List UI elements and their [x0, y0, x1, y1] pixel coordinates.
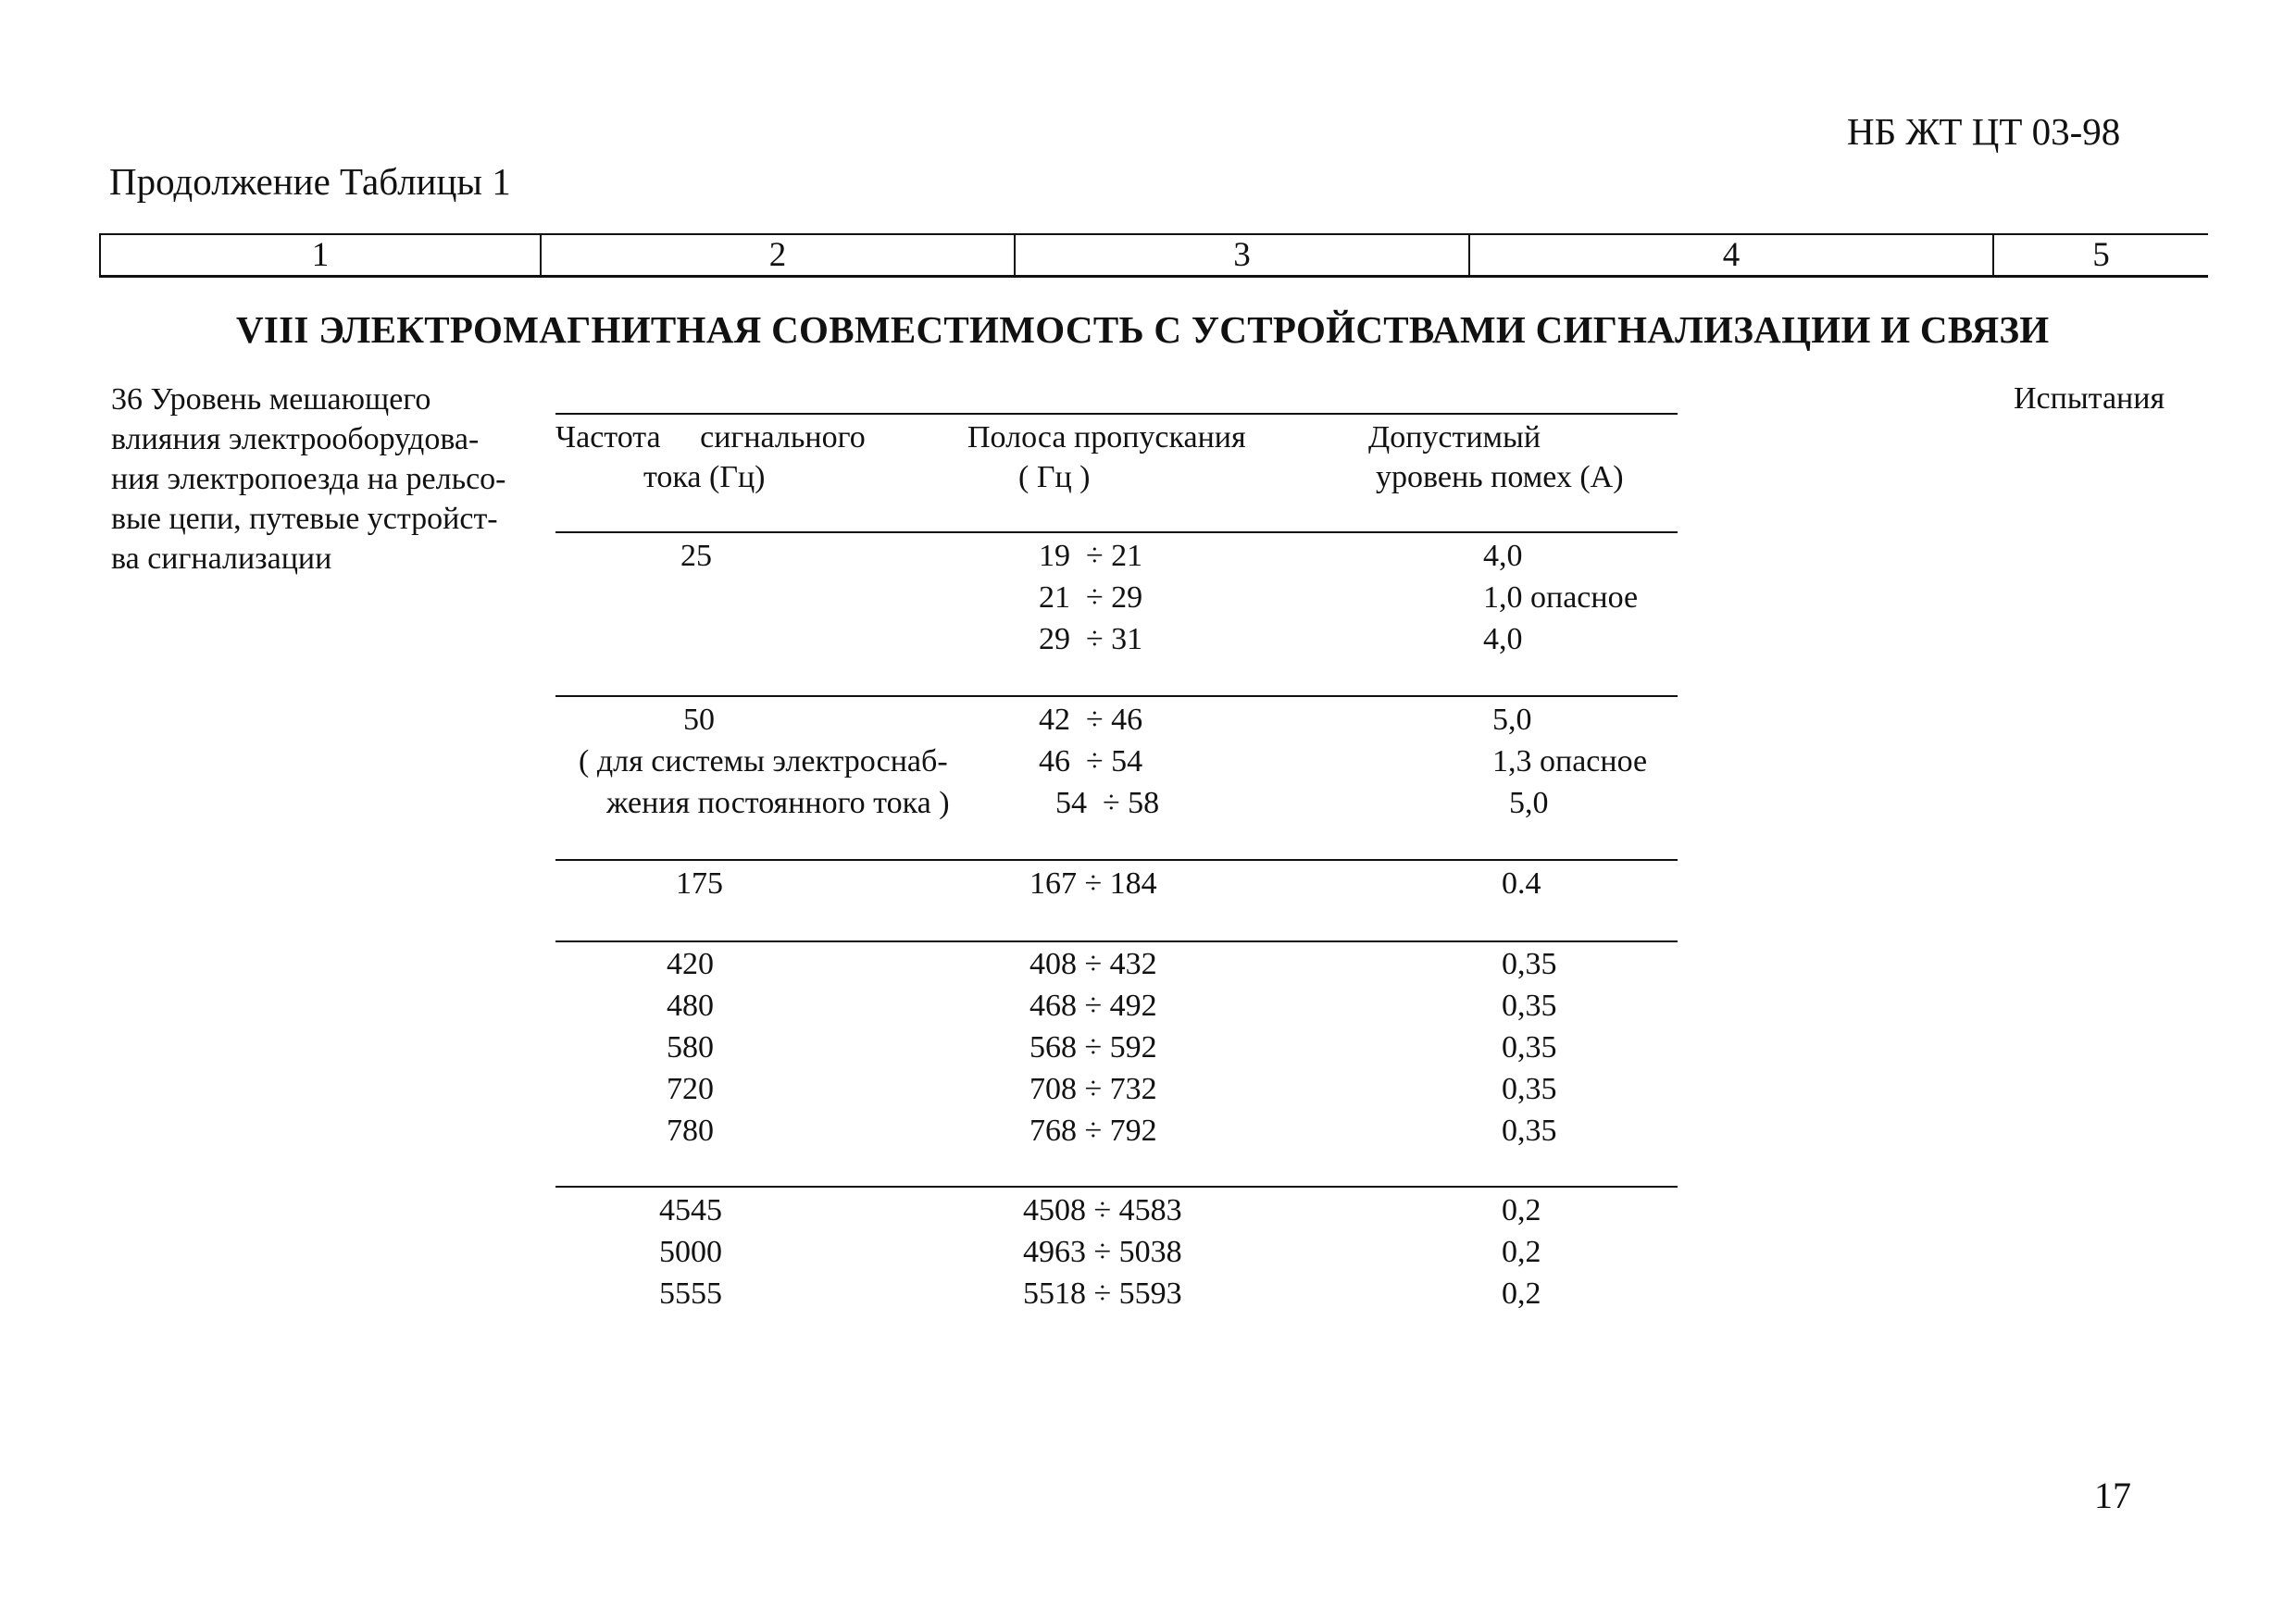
column-number-cell: 1: [101, 235, 542, 275]
frequency-value: 5000: [659, 1235, 722, 1269]
passband-value: 768 ÷ 792: [1029, 1114, 1157, 1148]
parameter-line: ва сигнализации: [111, 542, 332, 576]
level-value: 1,0 опасное: [1483, 580, 1639, 615]
column-number-cell: 5: [2092, 236, 2110, 274]
test-method: Испытания: [2014, 381, 2165, 416]
passband-value: 4508 ÷ 4583: [1023, 1193, 1182, 1227]
level-value: 1,3 опасное: [1492, 744, 1648, 778]
header-passband-line2: ( Гц ): [1018, 460, 1091, 494]
parameter-line: влияния электрооборудова-: [111, 422, 480, 456]
column-number-row: [99, 233, 2208, 278]
passband-value: 42 ÷ 46: [1039, 703, 1143, 737]
passband-value: 4963 ÷ 5038: [1023, 1235, 1182, 1269]
level-value: 5,0: [1509, 786, 1549, 820]
passband-value: 708 ÷ 732: [1029, 1072, 1157, 1106]
header-passband-line1: Полоса пропускания: [967, 420, 1246, 455]
passband-value: 54 ÷ 58: [1055, 786, 1160, 820]
table-continuation-label: Продолжение Таблицы 1: [109, 160, 511, 203]
frequency-value: 25: [680, 539, 712, 573]
level-value: 4,0: [1483, 622, 1523, 656]
column-number-cell: 4: [1470, 235, 1994, 275]
frequency-value: 50: [683, 703, 715, 737]
header-frequency-line1: Частота сигнального: [555, 420, 866, 455]
parameter-line: вые цепи, путевые устройст-: [111, 502, 498, 536]
header-level-line2: уровень помех (А): [1376, 460, 1624, 494]
header-frequency: [555, 417, 866, 497]
inner-table-header-rule: [555, 531, 1678, 533]
level-value: 0,35: [1502, 1114, 1557, 1148]
frequency-value: 720: [667, 1072, 714, 1106]
passband-value: 468 ÷ 492: [1029, 989, 1157, 1023]
header-passband: [967, 417, 1246, 497]
level-value: 0,35: [1502, 1030, 1557, 1065]
passband-value: 167 ÷ 184: [1029, 866, 1157, 901]
level-value: 5,0: [1492, 703, 1532, 737]
page-number: 17: [2094, 1475, 2131, 1516]
frequency-value: 5555: [659, 1277, 722, 1311]
level-value: 0,2: [1502, 1277, 1541, 1311]
level-value: 0.4: [1502, 866, 1541, 901]
frequency-value: 480: [667, 989, 714, 1023]
group-separator: [555, 1186, 1678, 1188]
section-heading: VIII ЭЛЕКТРОМАГНИТНАЯ СОВМЕСТИМОСТЬ С УСТРОЙСТВАМИ СИГНАЛИЗАЦИИ И СВЯЗИ: [236, 308, 2050, 351]
passband-value: 46 ÷ 54: [1039, 744, 1143, 778]
header-frequency-line2: тока (Гц): [643, 460, 766, 494]
level-value: 0,2: [1502, 1235, 1541, 1269]
header-level: [1368, 417, 1624, 497]
inner-table-top-rule: [555, 413, 1678, 415]
parameter-line: ния электропоезда на рельсо-: [111, 462, 506, 496]
frequency-value: 175: [676, 866, 723, 901]
frequency-value: 780: [667, 1114, 714, 1148]
passband-value: 408 ÷ 432: [1029, 947, 1157, 981]
frequency-note: жения постоянного тока ): [606, 786, 950, 820]
passband-value: 5518 ÷ 5593: [1023, 1277, 1182, 1311]
frequency-note: ( для системы электроснаб-: [579, 744, 948, 778]
frequency-value: 4545: [659, 1193, 722, 1227]
level-value: 0,35: [1502, 1072, 1557, 1106]
passband-value: 29 ÷ 31: [1039, 622, 1143, 656]
group-separator: [555, 940, 1678, 942]
group-separator: [555, 859, 1678, 861]
level-value: 0,2: [1502, 1193, 1541, 1227]
parameter-line: 36 Уровень мешающего: [111, 382, 431, 417]
column-number-cell: 2: [542, 235, 1016, 275]
level-value: 0,35: [1502, 947, 1557, 981]
level-value: 0,35: [1502, 989, 1557, 1023]
level-value: 4,0: [1483, 539, 1523, 573]
frequency-value: 420: [667, 947, 714, 981]
passband-value: 21 ÷ 29: [1039, 580, 1143, 615]
document-code: НБ ЖТ ЦТ 03-98: [1847, 110, 2121, 153]
passband-value: 568 ÷ 592: [1029, 1030, 1157, 1065]
header-level-line1: Допустимый: [1368, 420, 1541, 455]
parameter-description: [111, 380, 506, 579]
column-number-cell: 3: [1016, 235, 1470, 275]
passband-value: 19 ÷ 21: [1039, 539, 1143, 573]
group-separator: [555, 695, 1678, 697]
frequency-value: 580: [667, 1030, 714, 1065]
